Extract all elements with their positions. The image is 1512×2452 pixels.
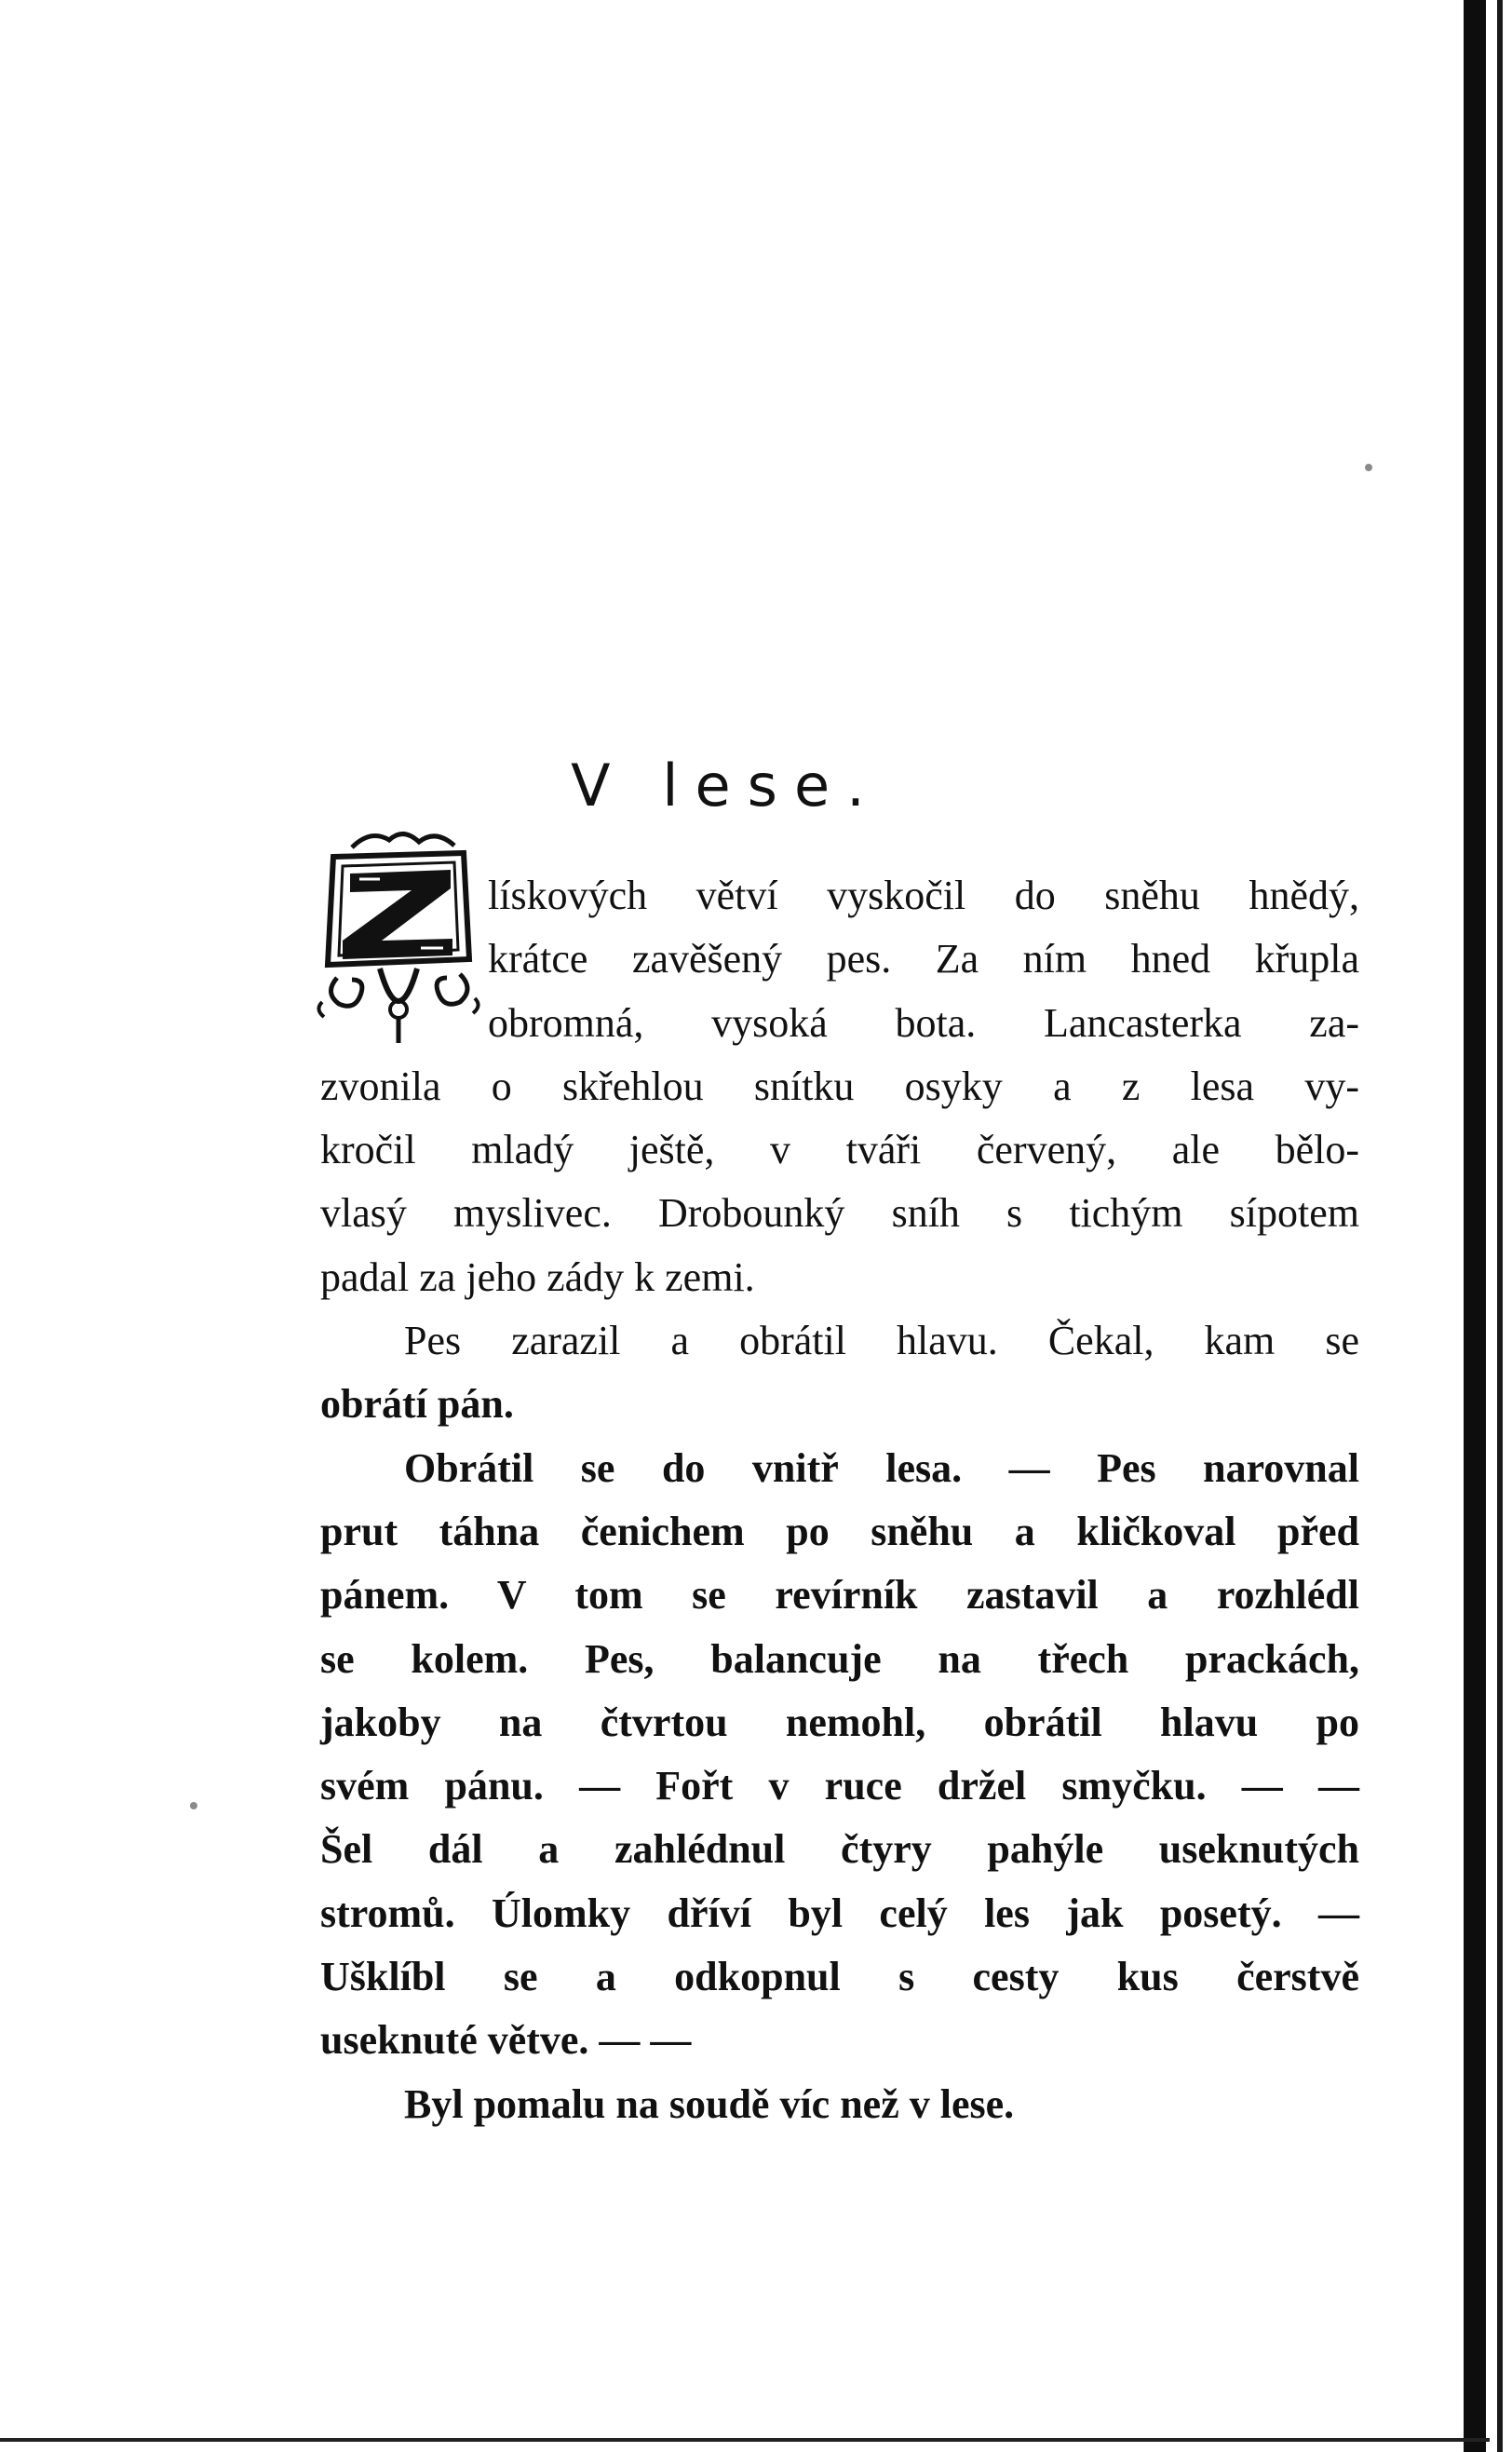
text-line: lískových větví vyskočil do sněhu hnědý, bbox=[488, 873, 1359, 918]
text-line: stromů. Úlomky dříví byl celý les jak posetý. — bbox=[320, 1890, 1359, 1936]
scan-bottom-edge bbox=[0, 2438, 1490, 2442]
text-line: Šel dál a zahlédnul čtyry pahýle useknutých bbox=[320, 1826, 1359, 1873]
text-line: useknuté větve. — — bbox=[320, 2017, 692, 2064]
paper-speck bbox=[1365, 464, 1372, 471]
text-line: Pes zarazil a obrátil hlavu. Čekal, kam se bbox=[404, 1318, 1359, 1364]
text-line: kročil mladý ještě, v tváři červený, ale bělo- bbox=[320, 1127, 1359, 1173]
paper-speck bbox=[190, 1802, 197, 1809]
text-line: krátce zavěšený pes. Za ním hned křupla bbox=[488, 936, 1359, 982]
scan-edge-thin bbox=[1497, 0, 1503, 2452]
text-line: se kolem. Pes, balancuje na třech prackách, bbox=[320, 1635, 1359, 1682]
text-line: Byl pomalu na soudě víc než v lese. bbox=[404, 2080, 1015, 2127]
text-line: Obrátil se do vnitř lesa. — Pes narovnal bbox=[404, 1444, 1359, 1491]
text-line: obromná, vysoká bota. Lancasterka za- bbox=[488, 999, 1359, 1046]
body-text bbox=[320, 864, 1359, 2136]
scan-edge-thick bbox=[1464, 0, 1486, 2452]
text-line: jakoby na čtvrtou nemohl, obrátil hlavu po bbox=[320, 1699, 1359, 1745]
text-line: pánem. V tom se revírník zastavil a rozhlédl bbox=[320, 1572, 1359, 1619]
text-line: vlasý myslivec. Drobounký sníh s tichým sípotem bbox=[320, 1190, 1359, 1237]
text-line: svém pánu. — Fořt v ruce držel smyčku. — — bbox=[320, 1763, 1359, 1809]
text-line: obrátí pán. bbox=[320, 1381, 514, 1428]
text-line: prut táhna čenichem po sněhu a kličkoval před bbox=[320, 1508, 1359, 1554]
text-line: padal za jeho zády k zemi. bbox=[320, 1253, 755, 1300]
text-line: Ušklíbl se a odkopnul s cesty kus čerstvě bbox=[320, 1954, 1359, 2000]
chapter-title: V lese. bbox=[571, 751, 882, 820]
text-line: zvonila o skřehlou snítku osyky a z lesa vy- bbox=[320, 1063, 1359, 1109]
